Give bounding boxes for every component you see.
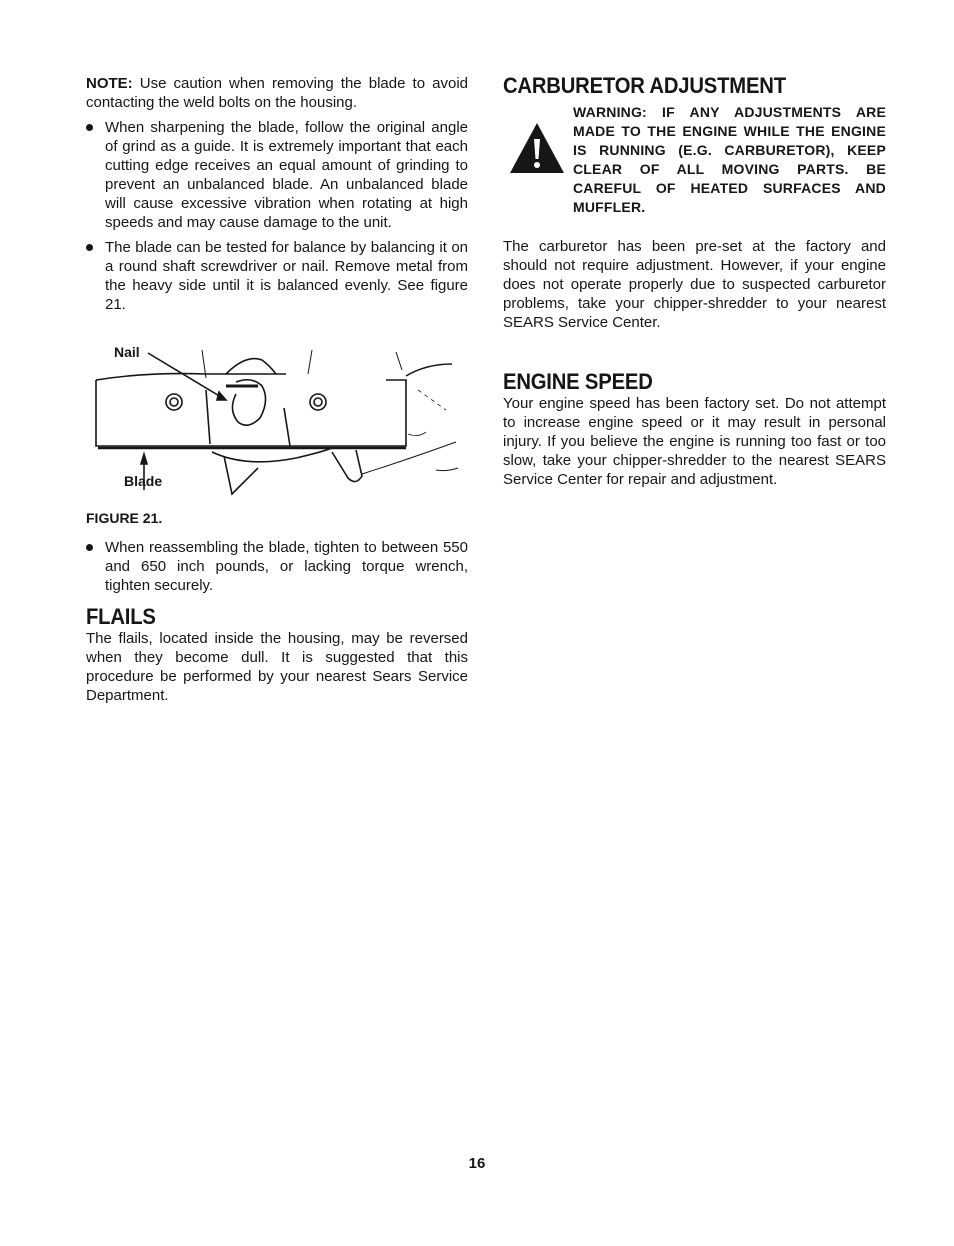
engine-speed-heading: ENGINE SPEED <box>503 369 653 394</box>
bullet-sharpening <box>86 118 468 232</box>
warning-triangle-icon <box>508 119 566 177</box>
bullet-dot-icon <box>86 544 93 551</box>
page-number: 16 <box>468 1155 486 1172</box>
nail-label: Nail <box>114 344 140 360</box>
carburetor-paragraph: The carburetor has been pre-set at the factory and should not require adjustment. However, if your engine does not operate properly due to suspected carburetor problems, take your chipper-shredder to your nearest SEARS Service Center. <box>503 238 886 331</box>
blade-label: Blade <box>124 473 163 489</box>
bullet-text: When sharpening the blade, follow the original angle of grind as a guide. It is extremely important that each cutting edge receives an equal amount of grinding to prevent an unbalanced blade. An unbalanced blade will cause excessive vibration when rotating at high speeds and may cause damage to the unit. <box>105 119 468 231</box>
warning-text: WARNING: IF ANY ADJUSTMENTS ARE MADE TO THE ENGINE WHILE THE ENGINE IS RUNNING (E.G. CARBURETOR), KEEP CLEAR OF ALL MOVING PARTS. BE CAREFUL OF HEATED SURFACES AND MUFFLER. <box>573 104 886 215</box>
figure-caption: FIGURE 21. <box>86 510 163 526</box>
warning-block <box>503 103 886 215</box>
note-label: NOTE: <box>86 75 133 92</box>
bullet-text: When reassembling the blade, tighten to between 550 and 650 inch pounds, or lacking torque wrench, tighten securely. <box>105 539 468 594</box>
bullet-dot-icon <box>86 124 93 131</box>
right-column <box>503 74 886 489</box>
engine-speed-paragraph: Your engine speed has been factory set. Do not attempt to increase engine speed or it may result in personal injury. If you believe the engine is running too fast or too slow, take your chipper-shredder to the nearest SEARS Service Center for repair and adjustment. <box>503 395 886 488</box>
note-paragraph <box>86 74 468 112</box>
flails-paragraph: The flails, located inside the housing, may be reversed when they become dull. It is suggested that this procedure be performed by your nearest Sears Service Department. <box>86 630 468 704</box>
carburetor-heading: CARBURETOR ADJUSTMENT <box>503 73 786 98</box>
flails-heading: FLAILS <box>86 604 156 629</box>
note-text: Use caution when removing the blade to avoid contacting the weld bolts on the housing. <box>86 75 468 111</box>
bullet-balance <box>86 238 468 314</box>
bullet-reassemble <box>86 538 468 595</box>
figure-21 <box>86 334 468 508</box>
bullet-text: The blade can be tested for balance by balancing it on a round shaft screwdriver or nail. Remove metal from the heavy side until it is balanced evenly. See figure 21. <box>105 239 468 313</box>
bullet-dot-icon <box>86 244 93 251</box>
left-column <box>86 74 468 705</box>
